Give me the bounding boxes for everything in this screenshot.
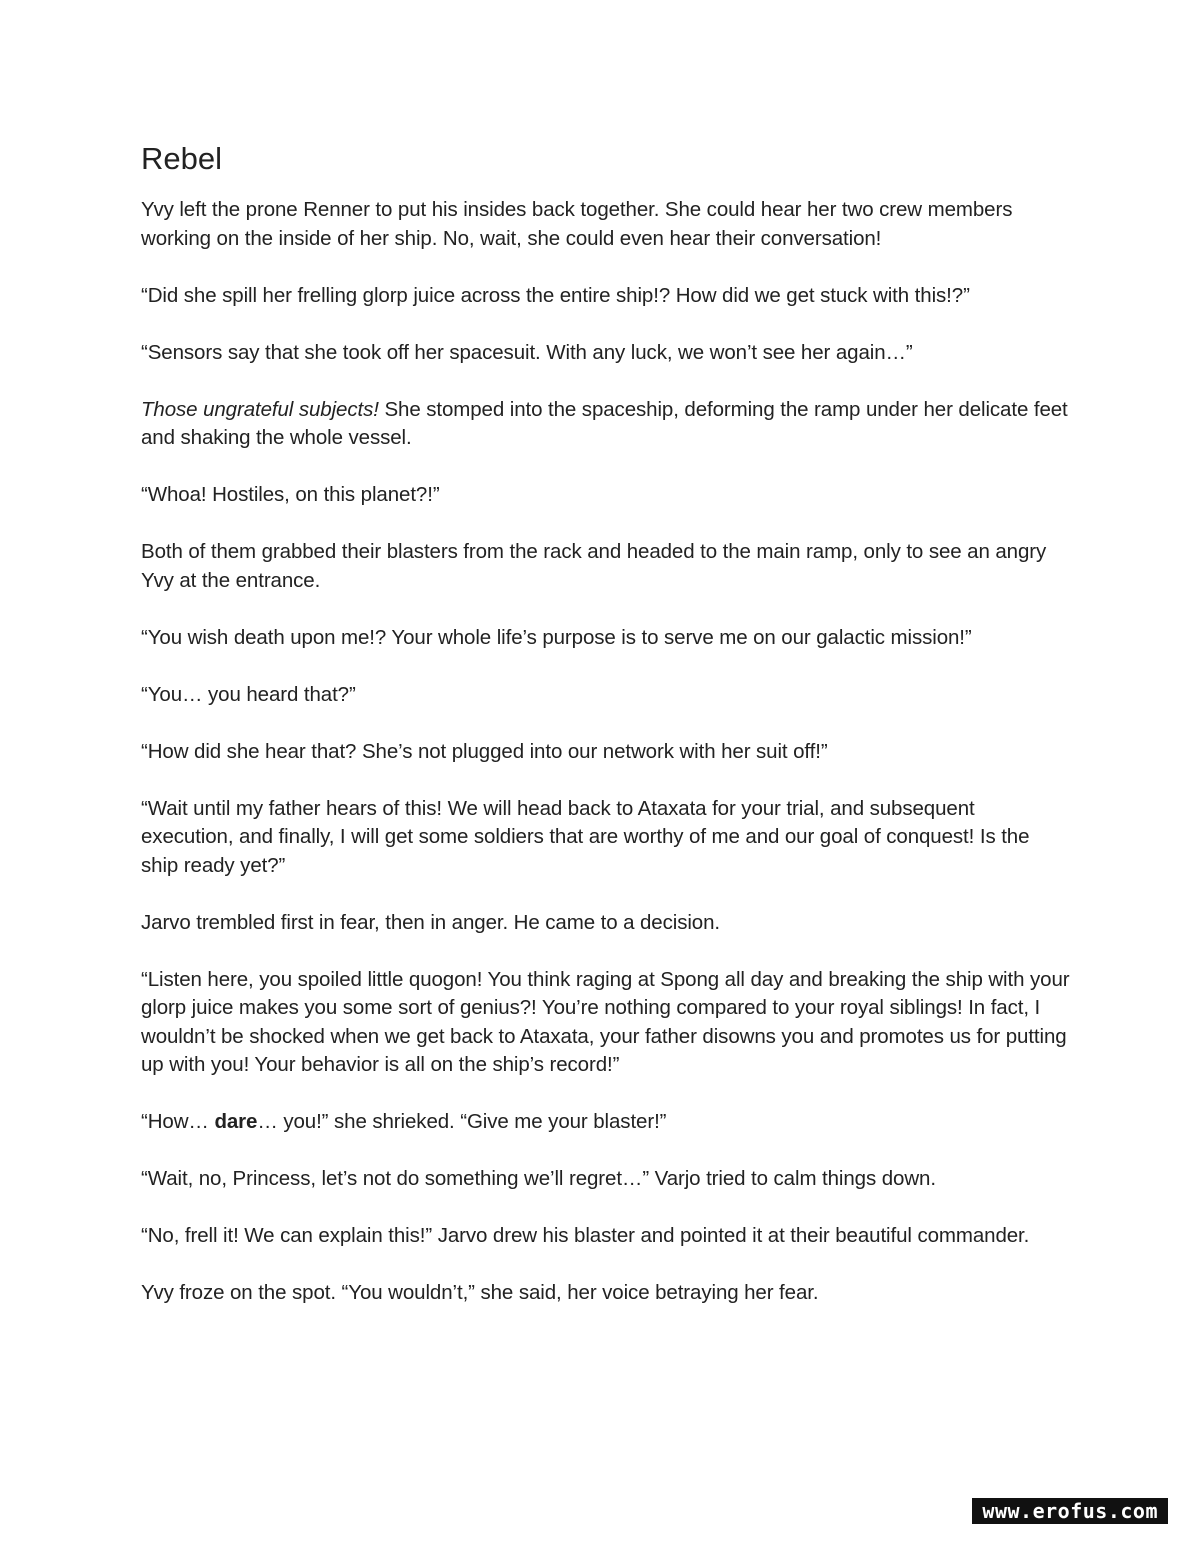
paragraph-10: “Wait until my father hears of this! We will head back to Ataxata for your trial, and subsequent execution, and finally, I will get some soldiers that are worthy of me and our goal of conquest! Is the ship ready yet?”: [141, 796, 1030, 877]
paragraph-15: “No, frell it! We can explain this!” Jarvo drew his blaster and pointed it at their beautiful commander.: [141, 1224, 1030, 1247]
paragraph-4-italic: Those ungrateful subjects!: [141, 397, 379, 421]
paragraph-13-bold: dare: [214, 1110, 258, 1133]
paragraph-4: [141, 396, 1071, 453]
paragraph-5: “Whoa! Hostiles, on this planet?!”: [141, 483, 440, 506]
paragraph-13: [141, 1108, 1071, 1137]
document-page: [141, 138, 1071, 1336]
paragraph-12: “Listen here, you spoiled little quogon! You think raging at Spong all day and breaking the ship with your glorp juice makes you some sort of genius?! You’re nothing compared to your royal siblings! In fact, I wouldn’t be shocked when we get back to Ataxata, your father disowns you and promotes us for putting up with you! Your behavior is all on the ship’s record!”: [141, 967, 1070, 1076]
paragraph-7: “You wish death upon me!? Your whole life’s purpose is to serve me on our galactic mission!”: [141, 625, 972, 649]
page-title: Rebel: [141, 141, 222, 176]
watermark-badge: www.erofus.com: [972, 1498, 1168, 1524]
paragraph-1: Yvy left the prone Renner to put his insides back together. She could hear her two crew members working on the inside of her ship. No, wait, she could even hear their conversation!: [141, 198, 1013, 250]
paragraph-9: “How did she hear that? She’s not plugged into our network with her suit off!”: [141, 739, 828, 763]
paragraph-16: Yvy froze on the spot. “You wouldn’t,” she said, her voice betraying her fear.: [141, 1281, 819, 1304]
paragraph-11: Jarvo trembled first in fear, then in anger. He came to a decision.: [141, 910, 720, 934]
paragraph-3: “Sensors say that she took off her spacesuit. With any luck, we won’t see her again…”: [141, 340, 913, 364]
paragraph-14: “Wait, no, Princess, let’s not do something we’ll regret…” Varjo tried to calm things down.: [141, 1167, 936, 1190]
paragraph-13-start: “How…: [141, 1110, 215, 1133]
paragraph-6: Both of them grabbed their blasters from the rack and headed to the main ramp, only to see an angry Yvy at the entrance.: [141, 540, 1047, 592]
paragraph-2: “Did she spill her frelling glorp juice across the entire ship!? How did we get stuck with this!?”: [141, 283, 970, 307]
paragraph-4-rest: She stomped into the spaceship, deforming the ramp under her delicate feet and shaking the whole vessel.: [141, 397, 1068, 449]
paragraph-8: “You… you heard that?”: [141, 682, 356, 706]
paragraph-13-end: … you!” she shrieked. “Give me your blaster!”: [257, 1110, 667, 1133]
